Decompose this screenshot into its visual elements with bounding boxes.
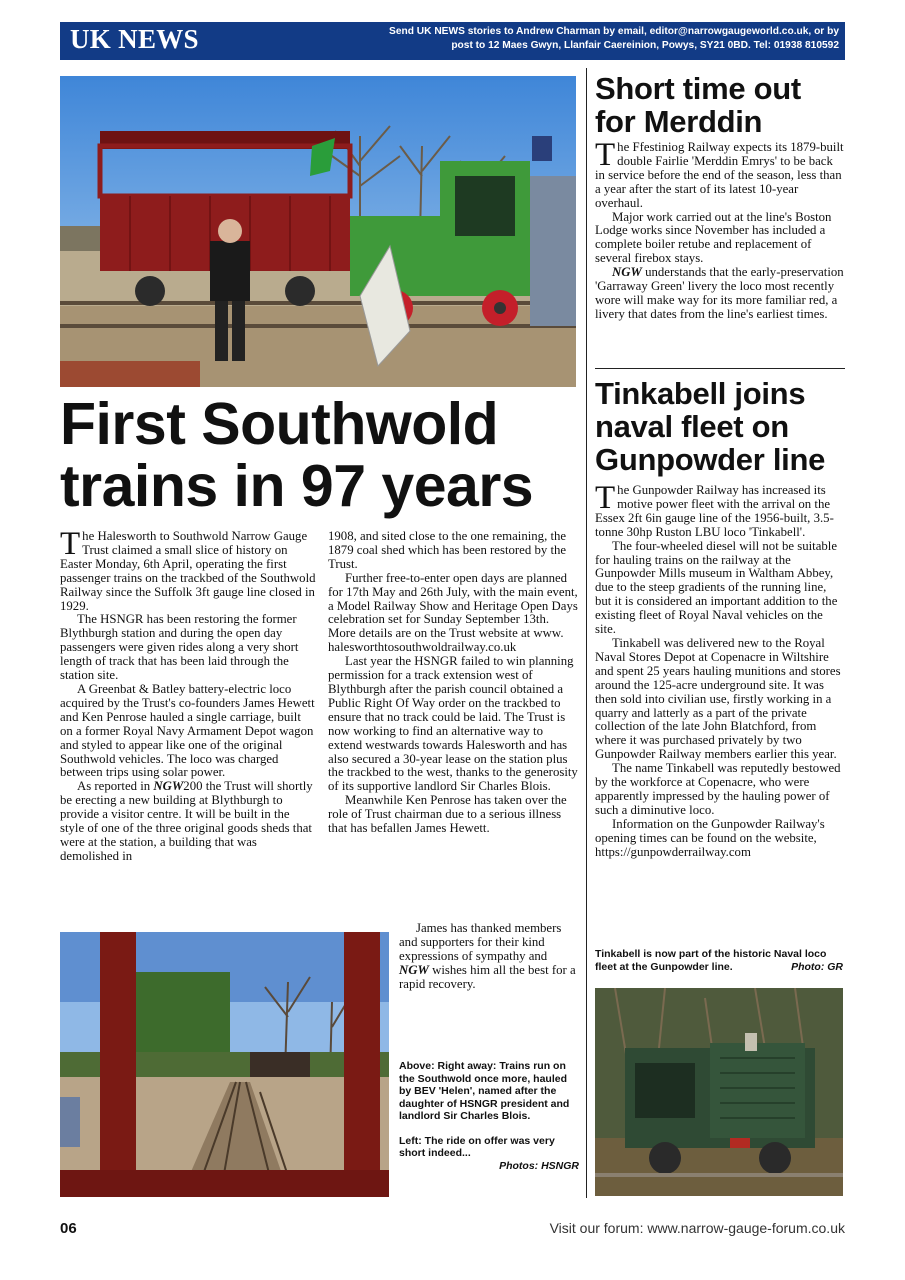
section-title: UK NEWS — [70, 24, 199, 54]
dropcap: T — [595, 137, 616, 173]
main-story-para-8: Meanwhile Ken Penrose has taken over the role of Trust chairman due to a serious illness that has befallen James Hewett. — [328, 793, 567, 836]
story3-headline-line-1: Tinkabell joins — [595, 376, 806, 411]
story3-headline-line-3: Gunpowder line — [595, 442, 826, 477]
story3-headline — [595, 377, 845, 476]
story3-para-4: The name Tinkabell was reputedly bestowed by the workforce at Copenacre, who were apparently impressed by the hauling power of such a diminutive loco. — [595, 761, 841, 817]
contact-line-2: post to 12 Maes Gwyn, Llanfair Caereinion, Powys, SY21 0BD. Tel: 01938 810592 — [451, 39, 839, 51]
contact-info — [299, 25, 839, 52]
story2-headline — [595, 72, 845, 138]
story3-body — [595, 480, 845, 859]
story3-para-5: Information on the Gunpowder Railway's opening times can be found on the website, https://gunpowderrailway.com — [595, 816, 825, 859]
photo-credit-hsngr: Photos: HSNGR — [499, 1159, 579, 1172]
main-story-para-7: Last year the HSNGR failed to win planning permission for a track extension west of Blythburgh after the parish council obtained a Public Right Of Way order on the trackbed to ensure that no track could be laid. The Trust is now working to find an alternative way to extend westwards towards Halesworth and has also secured a 30-year lease on the station plus the trackbed to the west, thanks to the generosity of its supportive landlord Sir Charles Blois. — [328, 654, 578, 794]
caption-above: Above: Right away: Trains run on the Southwold once more, hauled by BEV 'Helen', named after the daughter of HSNGR president and landlord Sir Charles Blois. — [399, 1060, 570, 1122]
story3-caption — [595, 948, 843, 973]
story2-para-2: Major work carried out at the line's Boston Lodge works since November has included a complete boiler retube and replacement of several firebox stays. — [595, 209, 832, 266]
main-story-para-5: 1908, and sited close to the one remaining, the 1879 coal shed which has been restored by the Trust. — [328, 529, 567, 571]
dropcap: T — [60, 526, 81, 562]
page-number: 06 — [60, 1220, 77, 1237]
main-headline-line-2: trains in 97 years — [60, 453, 534, 519]
story3-para-2: The four-wheeled diesel will not be suitable for hauling trains on the railway at the Gunpowder Mills museum in Waltham Abbey, due to the steep gradients of the running line, but it is considered an important addition to the existing fleet of Royal Naval vehicles on the site. — [595, 538, 838, 637]
main-headline — [60, 393, 580, 517]
story3-para-1: The Gunpowder Railway has increased its motive power fleet with the arrival on the Essex 2ft 6in gauge line of the 1956-built, 3.5-tonne 30hp Ruston LBU loco 'Tinkabell'. — [595, 480, 834, 539]
contact-line-1: Send UK NEWS stories to Andrew Charman by email, editor@narrowgaugeworld.co.uk, or by — [389, 26, 839, 37]
main-story-para-4: As reported in NGW200 the Trust will shortly be erecting a new building at Blythburgh to provide a visitor centre. It will be built in the style of one of the three original goods sheds that were at the station, a building that was demolished in — [60, 779, 313, 863]
story3-para-3: Tinkabell was delivered new to the Royal Naval Stores Depot at Copenacre in Wiltshire and spent 25 years hauling munitions and stores around the 125-acre underground site. It was then sold into civilian use, firstly working in a quarry and latterly as a part of the private collection of the late John Blatchford, from where it was purchased privately by two Gunpowder Railway members earlier this year. — [595, 635, 841, 762]
photo-tinkabell — [595, 988, 843, 1196]
main-story-para-3: A Greenbat & Batley battery-electric loco acquired by the Trust's co-founders James Hewett and Ken Penrose hauled a single carriage, built on a former Royal Navy Armament Depot wagon and styled to appear like one of the original Southwold vehicles. The loco was charged between trips using solar power. — [60, 681, 315, 780]
main-story-para-1: The Halesworth to Southwold Narrow Gauge Trust claimed a small slice of history on Easter Monday, 6th April, operating the first passenger trains on the trackbed of the Southwold Railway since the Suffolk 3ft gauge line closed in 1929. — [60, 526, 316, 613]
story2-headline-line-1: Short time out — [595, 71, 801, 106]
story2-para-3: NGW understands that the early-preservation 'Garraway Green' livery the loco most recently wore will make way for its more familiar red, a livery that dates from the line's earliest times. — [595, 265, 844, 321]
main-story-col-2-tail — [399, 922, 577, 992]
story2-para-1: The Ffestiniog Railway expects its 1879-built double Fairlie 'Merddin Emrys' to be back in service before the end of the season, less than a year after the start of its latest 10-year overhaul. — [595, 137, 844, 210]
story2-body — [595, 137, 845, 322]
story2-headline-line-2: for Merddin — [595, 104, 763, 139]
main-story-col-1 — [60, 526, 316, 864]
photo-track — [60, 932, 389, 1197]
main-captions — [399, 1060, 579, 1172]
main-photo-train — [60, 76, 576, 387]
section-header — [60, 22, 845, 60]
story-divider — [595, 368, 845, 369]
story3-headline-line-2: naval fleet on — [595, 409, 789, 444]
column-divider — [586, 68, 587, 1198]
main-headline-line-1: First Southwold — [60, 391, 499, 457]
main-story-para-2: The HSNGR has been restoring the former Blythburgh station and during the open day passengers were given rides along a very short length of track that has been laid through the station site. — [60, 612, 299, 683]
caption-tinkabell: Tinkabell is now part of the historic Naval loco fleet at the Gunpowder line. — [595, 948, 827, 973]
main-story-col-2 — [328, 530, 578, 836]
dropcap: T — [595, 480, 616, 516]
main-story-para-6: Further free-to-enter open days are planned for 17th May and 26th July, with the main event, a Model Railway Show and Heritage Open Days celebration set for Sunday September 13th. More details are on the Trust website at www. halesworthtosouthwoldrailway.co.uk — [328, 570, 578, 655]
main-story-para-9: James has thanked members and supporters for their kind expressions of sympathy and NGW wishes him all the best for a rapid recovery. — [399, 921, 576, 991]
caption-left: Left: The ride on offer was very short indeed... — [399, 1134, 555, 1159]
photo-credit-gr: Photo: GR — [791, 960, 843, 973]
forum-link[interactable]: Visit our forum: www.narrow-gauge-forum.co.uk — [549, 1220, 845, 1236]
